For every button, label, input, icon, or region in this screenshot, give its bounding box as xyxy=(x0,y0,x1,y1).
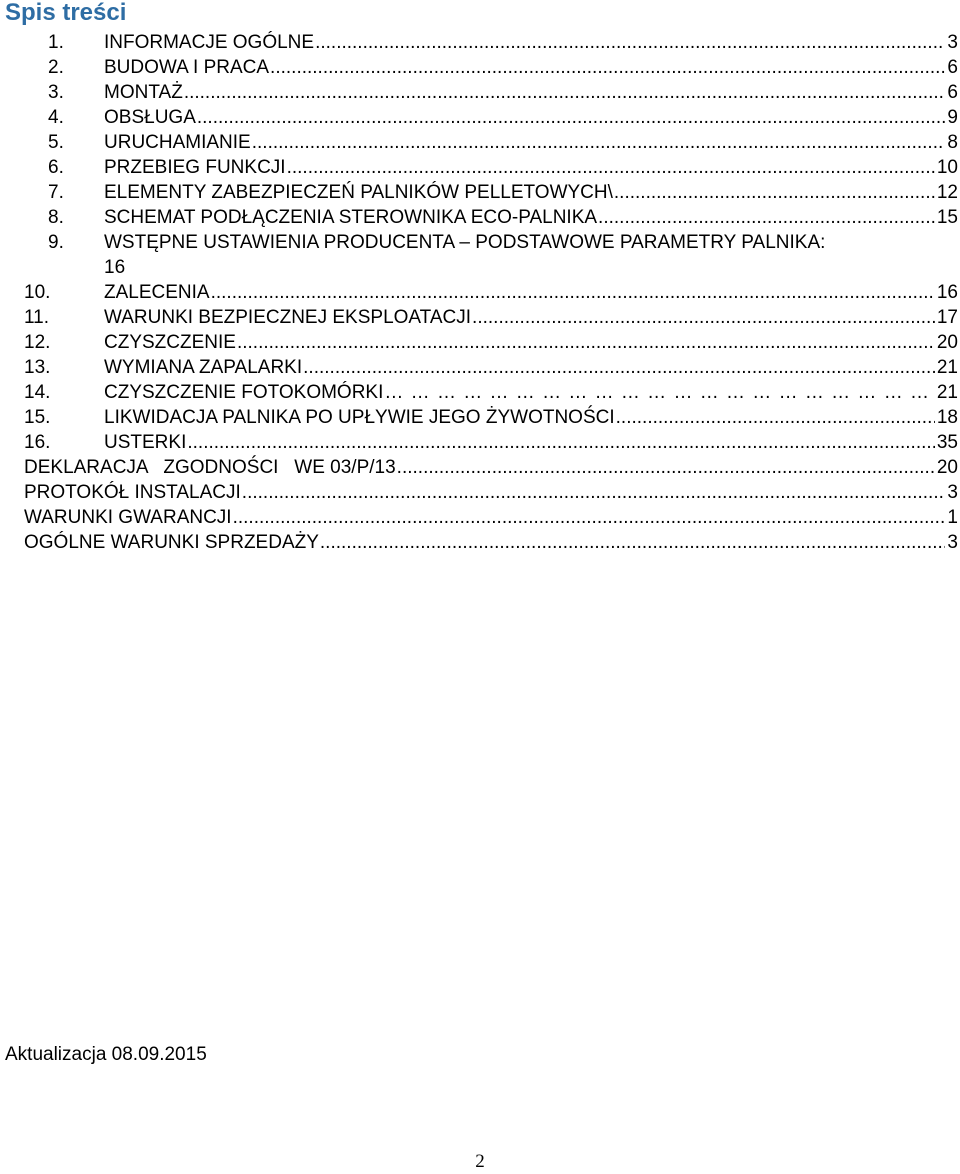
toc-entry-label: LIKWIDACJA PALNIKA PO UPŁYWIE JEGO ŻYWOTNOŚCI xyxy=(104,407,615,428)
page-number: 2 xyxy=(475,1151,485,1172)
toc-entry-label: URUCHAMIANIE xyxy=(104,132,251,153)
toc-entry-label: OGÓLNE WARUNKI SPRZEDAŻY xyxy=(24,532,319,553)
toc-entry-page: 16 xyxy=(936,282,958,303)
toc-leader-dots xyxy=(242,480,946,505)
toc-entry-number: 3. xyxy=(48,82,64,103)
toc-leader-dots xyxy=(237,330,935,355)
toc-entry-page: 3 xyxy=(947,482,958,503)
toc-entry-number: 7. xyxy=(48,182,64,203)
toc-leader-dots xyxy=(287,155,935,180)
toc-leader-dots xyxy=(184,80,946,105)
toc-leader-dots xyxy=(252,130,946,155)
toc-entry-number: 13. xyxy=(24,357,51,378)
toc-leader-dots xyxy=(197,105,946,130)
toc-entry[interactable] xyxy=(24,280,960,305)
toc-entry-number: 6. xyxy=(48,157,64,178)
toc-entry[interactable] xyxy=(48,30,960,55)
toc-leader-dots xyxy=(614,180,935,205)
toc-entry-label: PRZEBIEG FUNKCJI xyxy=(104,157,286,178)
toc-entry-number: 10. xyxy=(24,282,51,303)
toc-entry-page: 16 xyxy=(104,257,126,278)
toc-entry-page: 8 xyxy=(947,132,958,153)
toc-entry[interactable] xyxy=(48,105,960,130)
toc-leader-ellipsis xyxy=(384,380,934,405)
toc-entry[interactable] xyxy=(24,330,960,355)
toc-entry-page: 12 xyxy=(936,182,958,203)
toc-entry-page: 6 xyxy=(947,82,958,103)
toc-entry[interactable] xyxy=(24,530,960,555)
toc-entry-label: MONTAŻ xyxy=(104,82,183,103)
toc-entry-number: 16. xyxy=(24,432,51,453)
toc-entry[interactable] xyxy=(24,430,960,455)
toc-entry-label: BUDOWA I PRACA xyxy=(104,57,270,78)
toc-entry[interactable] xyxy=(24,405,960,430)
toc-entry-number: 11. xyxy=(24,307,50,328)
toc-entry[interactable] xyxy=(24,355,960,380)
toc-entry[interactable] xyxy=(24,305,960,330)
toc-entry[interactable] xyxy=(24,505,960,530)
toc-entry-number: 12. xyxy=(24,332,51,353)
toc-entry[interactable] xyxy=(48,55,960,80)
toc-entry[interactable] xyxy=(48,80,960,105)
toc-leader-dots xyxy=(616,405,935,430)
toc-entry-page: 18 xyxy=(936,407,958,428)
toc-entry-number: 4. xyxy=(48,107,64,128)
toc-entry[interactable] xyxy=(48,180,960,205)
toc-entry-label: DEKLARACJA ZGODNOŚCI WE 03/P/13 xyxy=(24,457,396,478)
toc-leader-dots xyxy=(320,530,946,555)
toc-entry-number: 5. xyxy=(48,132,64,153)
toc-entry[interactable] xyxy=(24,380,960,405)
toc-entry-label: CZYSZCZENIE xyxy=(104,332,236,353)
toc-entry-number: 2. xyxy=(48,57,64,78)
toc-leader-dots xyxy=(187,430,935,455)
toc-leader-dots xyxy=(397,455,935,480)
toc-entry-page: 1 xyxy=(947,507,958,528)
toc-entry-page: 20 xyxy=(936,332,958,353)
toc-entry-page: 3 xyxy=(947,532,958,553)
toc-leader-dots xyxy=(598,205,935,230)
toc-entry-number: 14. xyxy=(24,382,51,403)
toc-entry-page: 3 xyxy=(947,32,958,53)
toc-entry-page: 35 xyxy=(936,432,958,453)
toc-entry-page: 20 xyxy=(936,457,958,478)
update-date: Aktualizacja 08.09.2015 xyxy=(5,1044,207,1065)
toc-entry-label: WARUNKI GWARANCJI xyxy=(24,507,232,528)
toc-entry-number: 15. xyxy=(24,407,51,428)
toc-entry-label: PROTOKÓŁ INSTALACJI xyxy=(24,482,241,503)
toc-entry-number: 1. xyxy=(48,32,64,53)
toc-entry-label: INFORMACJE OGÓLNE xyxy=(104,32,315,53)
toc-entry-number: 8. xyxy=(48,207,64,228)
toc-entry-label: WARUNKI BEZPIECZNEJ EKSPLOATACJI xyxy=(104,307,472,328)
toc-entry-label: ELEMENTY ZABEZPIECZEŃ PALNIKÓW PELLETOWYCH\ xyxy=(104,182,613,203)
toc-entry-label: SCHEMAT PODŁĄCZENIA STEROWNIKA ECO-PALNIKA xyxy=(104,207,598,228)
toc-entry-label: WYMIANA ZAPALARKI xyxy=(104,357,303,378)
toc-entry[interactable] xyxy=(48,230,960,255)
toc-entry[interactable] xyxy=(48,130,960,155)
toc-entry[interactable] xyxy=(48,155,960,180)
toc-entry[interactable] xyxy=(24,455,960,480)
toc-entry-page: 10 xyxy=(936,157,958,178)
toc-entry-page: 21 xyxy=(936,357,958,378)
toc-leader-dots xyxy=(472,305,935,330)
toc-entry-page: 6 xyxy=(947,57,958,78)
toc-entry-label: OBSŁUGA xyxy=(104,107,196,128)
toc-entry-label: WSTĘPNE USTAWIENIA PRODUCENTA – PODSTAWOWE PARAMETRY PALNIKA: xyxy=(104,232,826,253)
toc-entry-label: USTERKI xyxy=(104,432,187,453)
toc-title: Spis treści xyxy=(5,0,127,26)
toc-entry[interactable] xyxy=(24,480,960,505)
toc-entry-page: 21 xyxy=(936,382,958,403)
toc-leader-dots xyxy=(303,355,935,380)
toc-entry-page: 9 xyxy=(947,107,958,128)
toc-entry-number: 9. xyxy=(48,232,64,253)
toc-leader-dots xyxy=(315,30,945,55)
toc-entry-label: ZALECENIA xyxy=(104,282,210,303)
toc-leader-dots xyxy=(211,280,935,305)
toc-entry-label: CZYSZCZENIE FOTOKOMÓRKI xyxy=(104,382,384,403)
toc-entry-page: 17 xyxy=(936,307,958,328)
toc-leader-dots xyxy=(233,505,946,530)
toc-leader-dots xyxy=(270,55,945,80)
toc-entry-page: 15 xyxy=(936,207,958,228)
toc-entry[interactable] xyxy=(48,205,960,230)
